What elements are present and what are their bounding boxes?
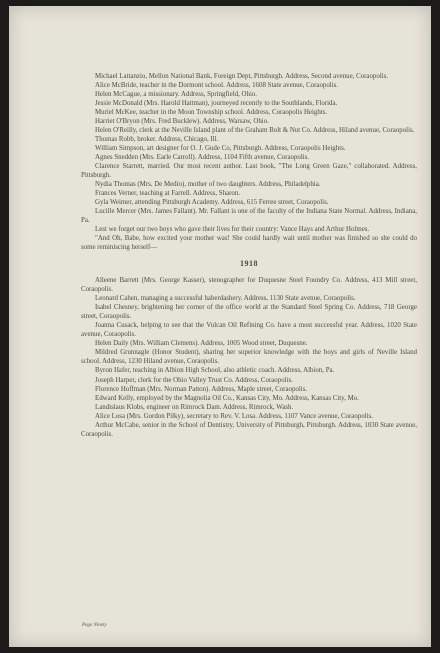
alumni-entry: William Simpson, art designer for O. J. Gude Co, Pittsburgh. Address, Coraopolis Heights. <box>95 145 346 153</box>
alumni-entry: Lest we forget our two boys who gave their lives for their country: Vance Hays and Arthur Holmes. <box>95 226 370 234</box>
alumni-entry: Helen McCague, a missionary. Address, Springfield, Ohio. <box>95 91 258 99</box>
alumni-entry: Edward Kelly, employed by the Magnolia Oil Co., Kansas City, Mo. Address, Kansas City, Mo. <box>95 394 359 402</box>
alumni-entry: Mildred Grunnagle (Honor Student), sharing her superior knowledge with the boys and girls of Neville Island school. Address, 1230 Hiland avenue, Coraopolis. <box>81 349 417 366</box>
alumni-entry: Muriel McKee, teacher in the Moon Township school. Address, Coraopolis Heights. <box>95 109 328 117</box>
alumni-entry: Thomas Robb, broker. Address, Chicago, Ill. <box>95 136 219 144</box>
alumni-entry: Gyla Weimer, attending Pittsburgh Academy. Address, 615 Ferree street, Coraopolis. <box>95 199 329 207</box>
alumni-entry: Helen O'Reilly, clerk at the Neville Island plant of the Graham Bolt & Nut Co. Address, Hiland avenue, Coraopolis. <box>95 127 415 135</box>
alumni-entry: Alice McBride, teacher in the Dormont school. Address, 1608 State avenue, Coraopolis. <box>95 82 339 90</box>
alumni-1918-section <box>81 276 417 438</box>
alumni-entry: Joanna Cusack, helping to see that the Vulcan Oil Refining Co. have a most successful year. Address, 1020 State avenue, Coraopolis. <box>81 322 417 339</box>
alumni-entry: Michael Lattanzio, Mellon National Bank, Foreign Dept, Pittsburgh. Address, Second avenue, Coraopolis. <box>95 73 389 80</box>
alumni-entry: Frances Verner, teaching at Farrell. Address, Sharon. <box>95 190 241 198</box>
alumni-entry: Nydia Thomas (Mrs. De Medio), mother of two daughters. Address, Philadelphia. <box>95 181 321 189</box>
alumni-entry: Arthur McCabe, senior in the School of Dentistry, University of Pittsburgh, Pittsburgh. Address, 1030 State avenue, Coraopolis. <box>81 421 417 438</box>
section-heading-1918: 1918 <box>240 259 258 269</box>
alumni-entry: Florence Hoffman (Mrs. Norman Patton). Address, Maple street, Coraopolis. <box>95 385 308 393</box>
page-text <box>81 72 417 439</box>
alumni-entry: Byron Hafer, teaching in Albion High School, also athletic coach. Address, Albion, Pa. <box>95 367 335 375</box>
alumni-1917-section <box>81 72 417 252</box>
alumni-entry: Jessie McDonald (Mrs. Harold Hattman), journeyed recently to the Southlands, Florida. <box>95 100 338 108</box>
alumni-entry: Harriet O'Bryon (Mrs. Fred Bucklew). Address, Warsaw, Ohio. <box>95 118 269 126</box>
alumni-entry: Agnes Snedden (Mrs. Earle Carroll). Address, 1104 Fifth avenue, Coraopolis. <box>95 154 310 162</box>
alumni-entry: Helen Daily (Mrs. William Clemens). Address, 1005 Wood street, Duquesne. <box>95 340 308 348</box>
alumni-entry: Clarence Starrett, married. Our most recent author. Last book, "The Long Green Gaze," collaborated. Address, Pittsburgh. <box>81 163 417 180</box>
alumni-entry: Lucille Mercer (Mrs. James Fallant). Mr. Fallant is one of the faculty of the Indiana State Normal. Address, Indiana, Pa. <box>81 208 417 225</box>
yearbook-page <box>9 6 431 647</box>
alumni-entry: Isabel Chesney, brightening her corner of the office world at the Standard Steel Spring Co. Address, 718 George street, Coraopolis. <box>81 304 417 321</box>
alumni-entry: Landislaus Klobs, engineer on Rimrock Dam. Address, Rimrock, Wash. <box>95 403 294 411</box>
alumni-entry: Joseph Harper, clerk for the Ohio Valley Trust Co. Address, Coraopolis. <box>95 376 293 384</box>
alumni-entry: Alice Losa (Mrs. Gordon Pilky), secretary to Rev. V. Losa. Address, 1107 Vance avenue, Coraopolis. <box>95 412 373 420</box>
alumni-entry: Alleene Barrett (Mrs. George Kasser), stenographer for Duquesne Steel Foundry Co. Address, 413 Mill street, Coraopolis. <box>81 277 417 294</box>
alumni-entry: Leonard Cahen, managing a successful haberdashery. Address, 1130 State avenue, Coraopolis. <box>95 295 356 303</box>
page-number: Page Ninety <box>82 623 107 628</box>
alumni-entry: "And Oh, Babe, how excited your mother was! She could hardly wait until mother was finished so she could do some reminiscing herself— <box>81 235 417 252</box>
